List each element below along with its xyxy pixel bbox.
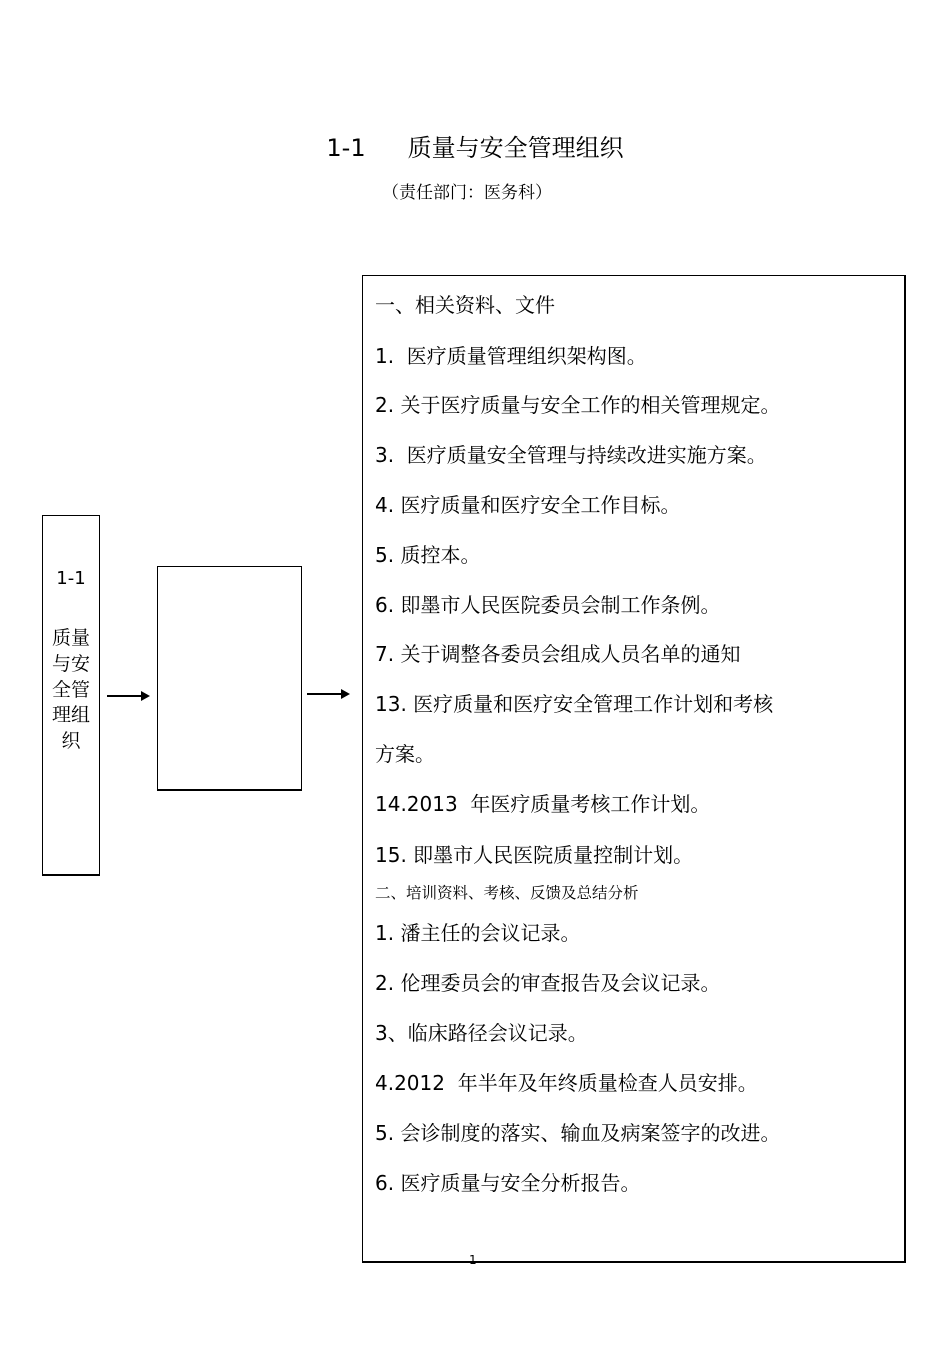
list-item: 3. 医疗质量安全管理与持续改进实施方案。 <box>375 443 767 467</box>
subcategory-box <box>157 566 302 791</box>
section-heading: 二、培训资料、考核、反馈及总结分析 <box>375 884 639 902</box>
list-item: 6. 医疗质量与安全分析报告。 <box>375 1171 641 1195</box>
document-list-box <box>362 275 906 1263</box>
title-text: 质量与安全管理组织 <box>407 134 624 162</box>
list-item: 4. 医疗质量和医疗安全工作目标。 <box>375 493 681 517</box>
section-heading: 一、相关资料、文件 <box>375 293 555 317</box>
list-item: 13. 医疗质量和医疗安全管理工作计划和考核 <box>375 692 774 716</box>
list-item: 6. 即墨市人民医院委员会制工作条例。 <box>375 593 721 617</box>
page-title <box>0 130 950 166</box>
category-number: 1-1 <box>56 568 86 589</box>
category-label: 质量与安全管理组织 <box>51 627 90 753</box>
page-number: 1 <box>469 1253 477 1267</box>
list-item: 15. 即墨市人民医院质量控制计划。 <box>375 843 694 867</box>
list-item: 3、临床路径会议记录。 <box>375 1021 588 1045</box>
list-item-continuation: 方案。 <box>375 742 435 766</box>
list-item: 5. 会诊制度的落实、输血及病案签字的改进。 <box>375 1121 781 1145</box>
list-item: 1. 医疗质量管理组织架构图。 <box>375 344 647 368</box>
list-item: 2. 伦理委员会的审查报告及会议记录。 <box>375 971 721 995</box>
list-item: 2. 关于医疗质量与安全工作的相关管理规定。 <box>375 393 781 417</box>
list-item: 5. 质控本。 <box>375 543 481 567</box>
list-item: 14.2013 年医疗质量考核工作计划。 <box>375 792 711 816</box>
responsible-department: （责任部门：医务科） <box>382 183 552 203</box>
list-item: 1. 潘主任的会议记录。 <box>375 921 581 945</box>
title-number: 1-1 <box>326 134 366 162</box>
list-item: 4.2012 年半年及年终质量检查人员安排。 <box>375 1071 758 1095</box>
category-box <box>42 515 100 876</box>
list-item: 7. 关于调整各委员会组成人员名单的通知 <box>375 642 741 666</box>
